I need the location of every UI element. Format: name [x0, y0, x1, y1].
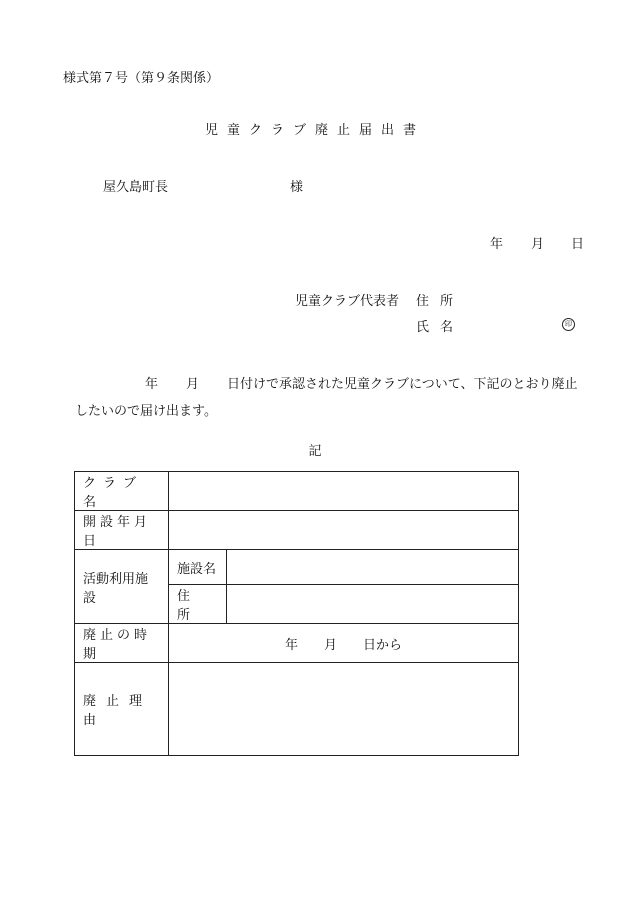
opening-date-label: 開設年月日	[75, 511, 169, 550]
form-number: 様式第７号（第９条関係）	[63, 71, 220, 86]
representative-label: 児童クラブ代表者	[295, 294, 400, 309]
table-row	[75, 624, 519, 663]
facility-address-label: 住所	[169, 585, 227, 624]
date-year-label: 年	[490, 237, 504, 252]
body-year-label: 年	[145, 377, 159, 392]
body-text-line-2: したいので届け出ます。	[75, 404, 217, 419]
table-row	[75, 472, 519, 511]
date-day-label: 日	[571, 237, 585, 252]
applicant-address-label: 住所	[416, 294, 465, 309]
club-name-field[interactable]	[169, 472, 519, 511]
addressee-honorific: 様	[290, 180, 304, 195]
opening-date-field[interactable]	[169, 511, 519, 550]
form-table	[74, 471, 519, 756]
ki-heading: 記	[308, 444, 322, 459]
club-name-label: クラブ名	[75, 472, 169, 511]
facility-name-field[interactable]	[227, 550, 519, 585]
reason-label: 廃止理由	[75, 663, 169, 756]
table-row	[75, 511, 519, 550]
date-month-label: 月	[531, 237, 545, 252]
addressee-name: 屋久島町長	[103, 180, 169, 195]
facility-address-field[interactable]	[227, 585, 519, 624]
table-row	[75, 663, 519, 756]
body-text-line-1	[145, 373, 578, 392]
seal-mark-icon: 印	[562, 318, 575, 331]
abolition-time-field[interactable]: 年 月 日から	[169, 624, 519, 663]
facility-label: 活動利用施設	[75, 550, 169, 624]
table-row	[75, 550, 519, 585]
facility-name-label: 施設名	[169, 550, 227, 585]
body-line1-text: 日付けで承認された児童クラブについて、下記のとおり廃止	[227, 377, 578, 392]
abolition-time-label: 廃止の時期	[75, 624, 169, 663]
applicant-name-label: 氏名	[416, 320, 465, 335]
body-month-label: 月	[186, 377, 200, 392]
reason-field[interactable]	[169, 663, 519, 756]
document-title: 児童クラブ廃止届出書	[204, 123, 425, 138]
